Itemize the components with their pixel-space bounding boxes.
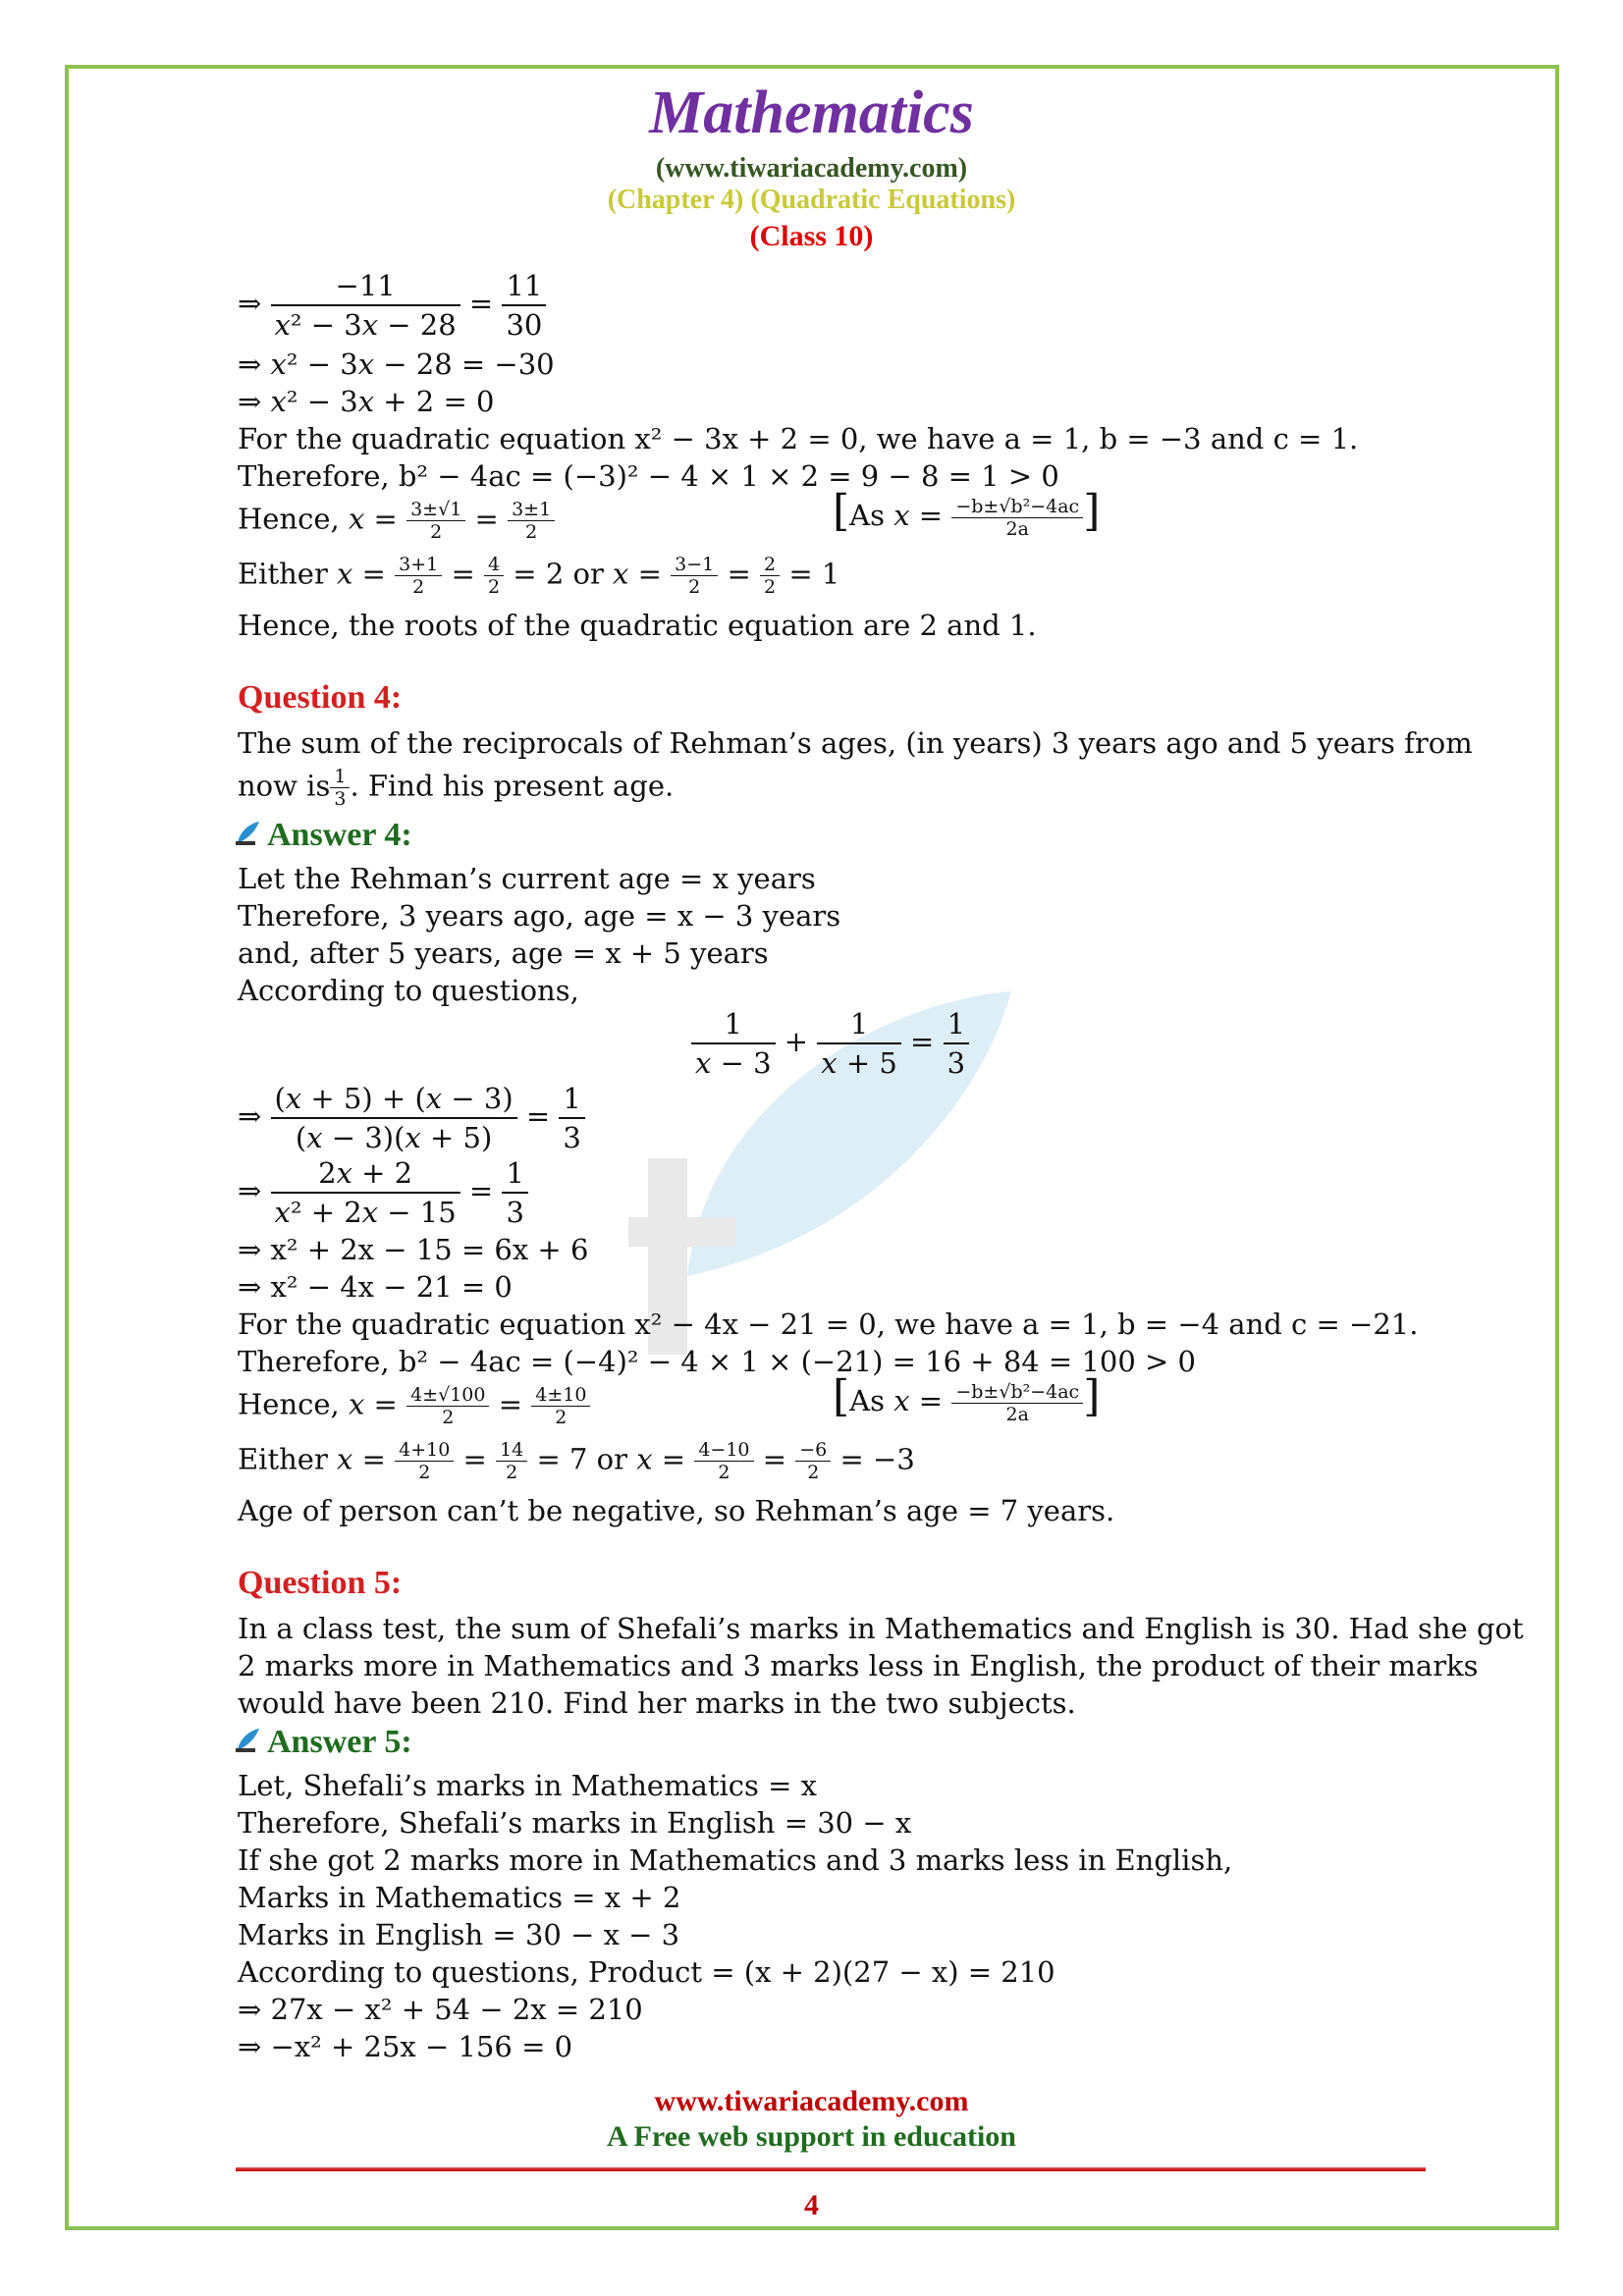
formula-note: [As x = $\frac{\text{−b±√b²−4ac}}{2a}$ ]: [833, 1371, 1101, 1425]
text-line: Hence, the roots of the quadratic equation are 2 and 1.: [238, 609, 1037, 642]
text-line: and, after 5 years, age = x + 5 years: [238, 936, 769, 970]
text-line: According to questions, Product = (x + 2)(27 − x) = 210: [238, 1955, 1055, 1989]
equation-line: ⇒ −x² + 25x − 156 = 0: [238, 2030, 573, 2063]
footer-divider: [236, 2167, 1426, 2171]
question-heading: Question 4:: [238, 679, 403, 716]
question-text: would have been 210. Find her marks in the two subjects.: [238, 1686, 1076, 1720]
question-text-part: . Find his present age.: [350, 769, 675, 803]
equation-line: ⇒ $\frac{-11}{\text{x² − 3x − 28}}$ = $\frac{11}{30}$: [238, 267, 546, 344]
text-line: For the quadratic equation x² − 3x + 2 = 0, we have a = 1, b = −3 and c = 1.: [238, 422, 1359, 455]
text-line: Let, Shefali’s marks in Mathematics = x: [238, 1769, 818, 1802]
text-line: Therefore, 3 years ago, age = x − 3 years: [238, 899, 841, 933]
equation-line: ⇒ x² + 2x − 15 = 6x + 6: [238, 1233, 589, 1266]
text-line: Therefore, Shefali’s marks in English = 30 − x: [238, 1806, 912, 1840]
question-text: In a class test, the sum of Shefali’s marks in Mathematics and English is 30. Had she got: [238, 1612, 1524, 1645]
question-text: The sum of the reciprocals of Rehman’s ages, (in years) 3 years ago and 5 years from: [238, 726, 1473, 760]
equation-line: ⇒ x² − 3x − 28 = −30: [238, 347, 555, 381]
equation-line: ⇒ $\frac{2x + 2}{\text{x² + 2x − 15}}$ = $\frac{1}{3}$: [238, 1154, 528, 1231]
question-text: 2 marks more in Mathematics and 3 marks less in English, the product of their marks: [238, 1649, 1479, 1682]
header-class: (Class 10): [749, 220, 874, 252]
header-chapter: (Chapter 4) (Quadratic Equations): [607, 185, 1016, 215]
question-text: now is $\frac{1}{3}$ . Find his present age.: [238, 766, 675, 810]
footer-tagline: A Free web support in education: [607, 2120, 1016, 2153]
equation-line: ⇒ $\frac{(x + 5) + (x - 3)}{(x - 3)(x + 5)}$ = $\frac{1}{3}$: [238, 1080, 585, 1156]
text-line: Therefore, b² − 4ac = (−4)² − 4 × 1 × (−21) = 16 + 84 = 100 > 0: [238, 1345, 1196, 1378]
text-line: Therefore, b² − 4ac = (−3)² − 4 × 1 × 2 = 9 − 8 = 1 > 0: [238, 459, 1059, 493]
pen-icon: [234, 820, 261, 847]
page-title: Mathematics: [649, 80, 974, 146]
formula-note: [As x = $\frac{\text{−b±√b²−4ac}}{2a}$ ]: [833, 486, 1101, 540]
equation-line: Either x = $\frac{3+1}{2}$ = $\frac{4}{2}$ = 2 or x = $\frac{3-1}{2}$ = $\frac{2}{2}$ = 1: [238, 554, 840, 598]
answer-heading: [234, 817, 412, 854]
answer-heading: [234, 1724, 412, 1761]
equation-line: ⇒ 27x − x² + 54 − 2x = 210: [238, 1993, 643, 2026]
equation-line: ⇒ x² − 4x − 21 = 0: [238, 1270, 513, 1304]
text-line: Marks in English = 30 − x − 3: [238, 1918, 680, 1951]
question-heading: Question 5:: [238, 1565, 403, 1601]
equation-line: Either x = $\frac{4+10}{2}$ = $\frac{14}{2}$ = 7 or x = $\frac{4-10}{2}$ = $\frac{-6}{2}$ = −3: [238, 1439, 915, 1483]
question-text-part: now is: [238, 769, 331, 803]
text-line: Age of person can’t be negative, so Rehman’s age = 7 years.: [238, 1494, 1115, 1527]
text-line: For the quadratic equation x² − 4x − 21 = 0, we have a = 1, b = −4 and c = −21.: [238, 1308, 1419, 1341]
equation-line: ⇒ x² − 3x + 2 = 0: [238, 385, 495, 418]
page-number: 4: [804, 2189, 819, 2221]
answer-heading-label: Answer 4:: [267, 817, 412, 853]
header-website[interactable]: (www.tiwariacademy.com): [655, 153, 968, 184]
text-line: According to questions,: [238, 974, 579, 1007]
text-line: Marks in Mathematics = x + 2: [238, 1881, 681, 1914]
answer-heading-label: Answer 5:: [267, 1724, 412, 1760]
equation-line: Hence, x = $\frac{3\pm√1}{2}$ = $\frac{3\pm 1}{2}$: [238, 499, 555, 543]
pen-icon: [234, 1727, 261, 1754]
footer-website[interactable]: www.tiwariacademy.com: [654, 2085, 969, 2117]
equation-line: $\frac{1}{x - 3}$ + $\frac{1}{x + 5}$ = $\frac{1}{3}$: [691, 1005, 969, 1082]
text-line: Let the Rehman’s current age = x years: [238, 862, 816, 895]
equation-line: Hence, x = $\frac{4\pm√100}{2}$ = $\frac{4\pm 10}{2}$: [238, 1384, 590, 1428]
text-line: If she got 2 marks more in Mathematics and 3 marks less in English,: [238, 1843, 1233, 1877]
